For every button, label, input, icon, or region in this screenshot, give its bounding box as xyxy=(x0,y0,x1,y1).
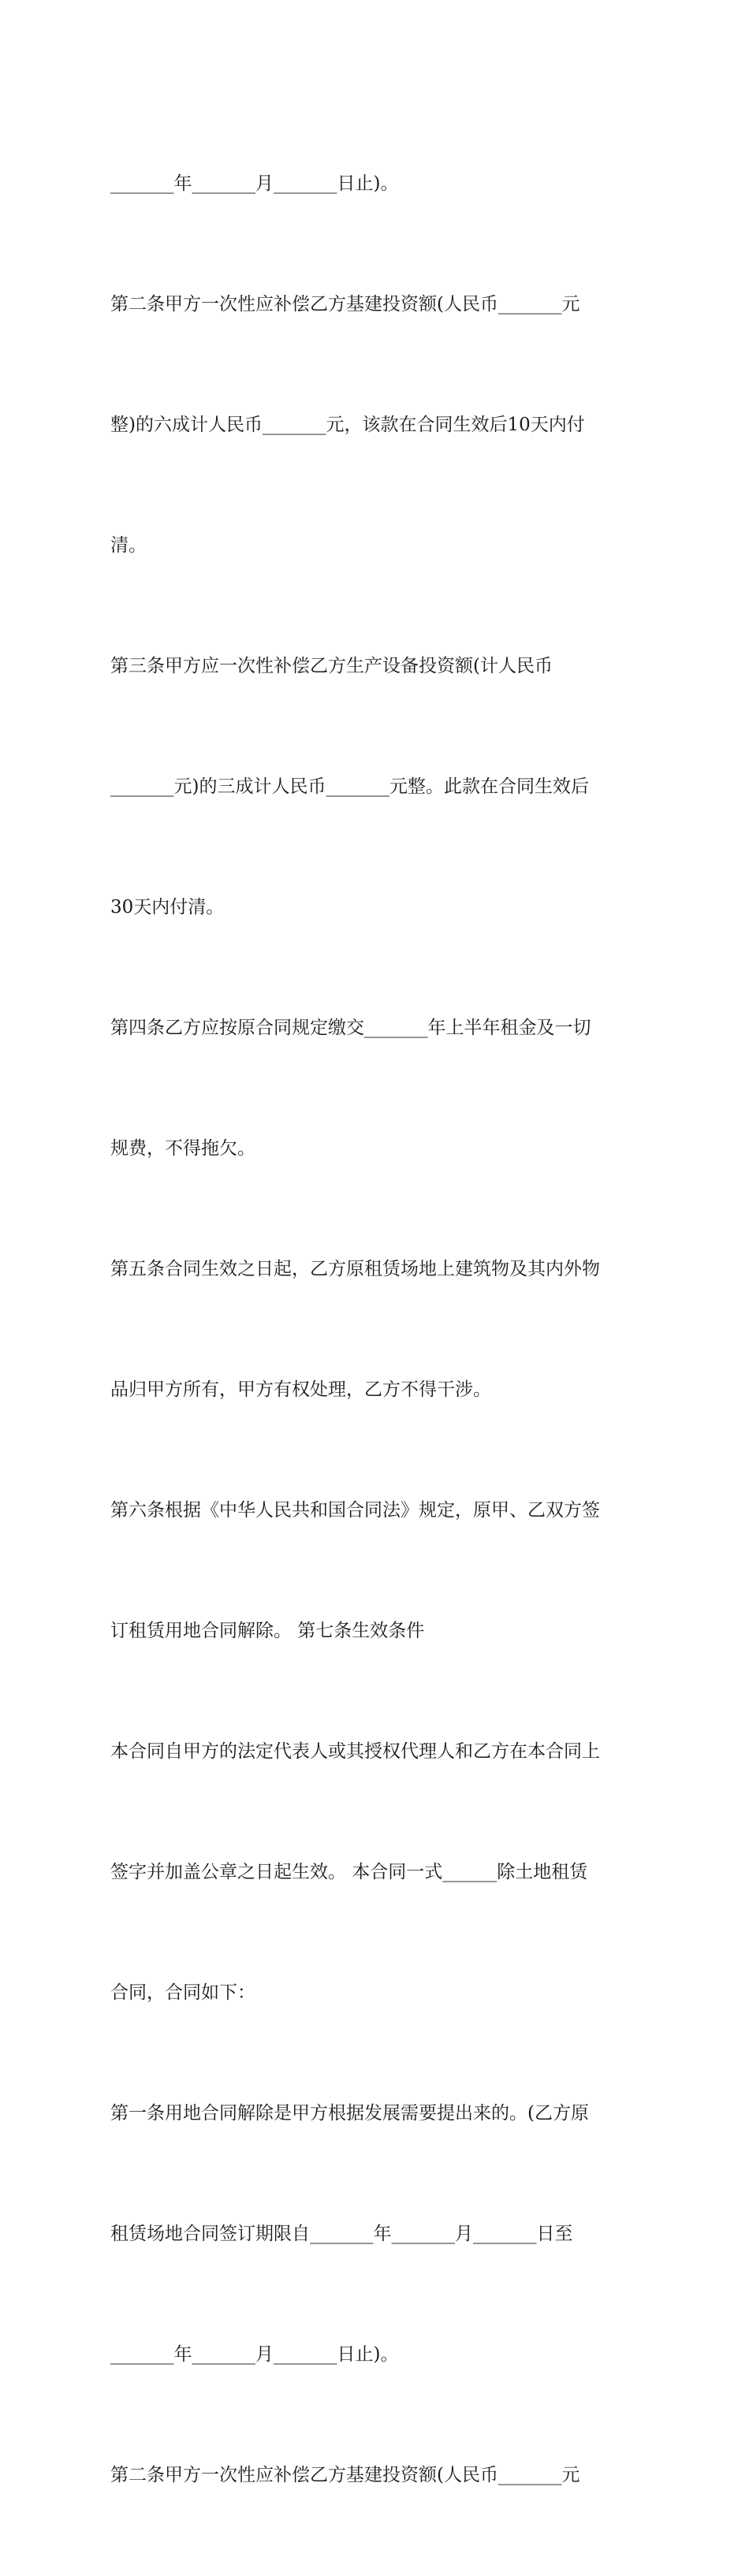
text-line: _______年_______月_______日止)。 xyxy=(110,2344,399,2365)
text-line: 第五条合同生效之日起，乙方原租赁场地上建筑物及其内外物 xyxy=(110,1259,600,1279)
text-line: 第二条甲方一次性应补偿乙方基建投资额(人民币_______元 xyxy=(110,294,580,315)
text-line: 第三条甲方应一次性补偿乙方生产设备投资额(计人民币 xyxy=(110,656,553,676)
text-line: 整)的六成计人民币_______元，该款在合同生效后10天内付 xyxy=(110,415,585,435)
text-line: 合同，合同如下： xyxy=(110,1982,255,2003)
text-line: 租赁场地合同签订期限自_______年_______月_______日至 xyxy=(110,2224,573,2244)
text-line: 第二条甲方一次性应补偿乙方基建投资额(人民币_______元 xyxy=(110,2465,580,2485)
text-line: _______年_______月_______日止)。 xyxy=(110,173,399,194)
text-line: 第四条乙方应按原合同规定缴交_______年上半年租金及一切 xyxy=(110,1018,591,1038)
document-body xyxy=(110,84,647,2576)
text-line: 规费，不得拖欠。 xyxy=(110,1138,255,1159)
text-line: 订租赁用地合同解除。 第七条生效条件 xyxy=(110,1621,425,1641)
text-line: 第六条根据《中华人民共和国合同法》规定，原甲、乙双方签 xyxy=(110,1500,600,1521)
text-line: _______元)的三成计人民币_______元整。此款在合同生效后 xyxy=(110,776,589,797)
text-line: 本合同自甲方的法定代表人或其授权代理人和乙方在本合同上 xyxy=(110,1741,600,1762)
text-line: 30天内付清。 xyxy=(110,897,225,918)
text-line: 签字并加盖公章之日起生效。 本合同一式______除土地租赁 xyxy=(110,1862,588,1882)
text-line: 清。 xyxy=(110,535,147,556)
text-line: 品归甲方所有，甲方有权处理，乙方不得干涉。 xyxy=(110,1379,491,1400)
text-line: 第一条用地合同解除是甲方根据发展需要提出来的。(乙方原 xyxy=(110,2103,589,2124)
